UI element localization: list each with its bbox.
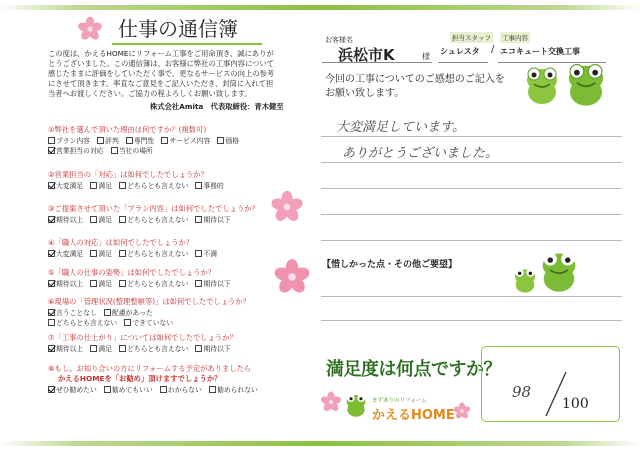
score-value: 98 — [512, 383, 532, 401]
option-label: 期待以下 — [203, 345, 231, 353]
checkbox-checked[interactable] — [48, 345, 55, 352]
divider-slash: / — [491, 44, 495, 55]
option-label: どちらとも言えない — [127, 345, 189, 353]
question-7: ⑦「工事の仕上がり」については如何でしたでしょうか？ — [48, 333, 237, 342]
frog-logo-icon — [342, 392, 370, 418]
checkbox[interactable] — [48, 319, 55, 326]
option-label: 評判 — [105, 137, 119, 145]
sakura-flower-icon — [320, 391, 342, 413]
option-label: 営業担当の対応 — [56, 147, 104, 155]
intro-line: 当者へお渡しください。ご協力の程よろしくお願い致します。 — [48, 89, 252, 98]
checkbox[interactable] — [111, 147, 118, 154]
question-4: ④「職人の対応」は如何でしたでしょうか？ — [48, 238, 194, 247]
question-1: ①弊社を選んで頂いた理由は何ですか？(複数可) — [48, 125, 207, 134]
option-label: 満足 — [98, 216, 112, 224]
checkbox[interactable] — [160, 386, 167, 393]
option-label: ぜひ勧めたい — [56, 386, 97, 394]
staff-name: シュレスタ — [440, 47, 480, 56]
option-label: 期待以上 — [56, 345, 84, 353]
option-label: 当社の場所 — [118, 147, 153, 155]
checkbox[interactable] — [195, 216, 202, 223]
checkbox[interactable] — [90, 182, 97, 189]
question-8-line2: かえるHOMEを「お勧め」頂けますでしょうか？ — [58, 374, 222, 383]
comment-prompt: 今回の工事についてのご感想のご記入を — [325, 74, 505, 85]
checkbox[interactable] — [126, 137, 133, 144]
option-label: できていない — [132, 319, 174, 327]
work-label: 工事内容 — [502, 34, 528, 42]
answer-row — [48, 345, 236, 354]
option-label: わからない — [167, 386, 202, 394]
score-max: 100 — [562, 396, 589, 412]
checkbox-checked[interactable] — [48, 216, 55, 223]
checkbox[interactable] — [104, 309, 111, 316]
customer-underline — [322, 62, 432, 63]
question-6: ⑥現場の「管理状況(整理整頓等)」は如何でしたでしょうか？ — [48, 297, 250, 306]
option-label: 言うことなし — [56, 309, 97, 317]
option-label: 満足 — [98, 280, 112, 288]
answer-row — [48, 216, 236, 225]
checkbox[interactable] — [209, 386, 216, 393]
option-label: 不満 — [203, 250, 218, 258]
option-label: どちらとも言えない — [127, 250, 189, 258]
option-label: 勧めてもいい — [111, 386, 153, 394]
question-3: ③ご提案させて頂いた「プラン内容」は如何でしたでしょうか？ — [48, 204, 259, 213]
ruled-line — [321, 162, 622, 163]
checkbox[interactable] — [90, 216, 97, 223]
satisfaction-label: 満足度は何点ですか？ — [326, 359, 501, 380]
checkbox-checked[interactable] — [48, 280, 55, 287]
option-label: 専門性 — [133, 137, 155, 145]
answer-row — [48, 182, 229, 191]
ruled-line — [321, 188, 622, 189]
handwritten-comment: ありがとうございました。 — [342, 146, 499, 161]
logo-tagline: まずありのリフォーム — [372, 398, 427, 404]
checkbox[interactable] — [119, 182, 126, 189]
intro-line: この度は、かえるHOMEにリフォーム工事をご用命頂き、誠にありが — [48, 49, 274, 58]
top-green-bar — [0, 5, 640, 10]
checkbox[interactable] — [119, 250, 126, 257]
checkbox-checked[interactable] — [48, 182, 55, 189]
customer-name: 浜松市K — [338, 46, 395, 64]
answer-row — [48, 147, 158, 156]
option-label: どちらとも言えない — [56, 319, 118, 327]
option-label: プラン内容 — [56, 137, 90, 145]
sakura-flower-icon — [273, 258, 311, 296]
intro-line: とうございました。この通信簿は、お客様に弊社の工事内容について — [48, 59, 275, 68]
intro-line: にさせて頂きます。率直なご意見をご記入いただき、封筒に入れて担 — [48, 79, 274, 88]
customer-label: お客様名 — [325, 36, 353, 44]
section-title: 【惜しかった点・その他ご要望】 — [322, 260, 458, 270]
option-label: 大変満足 — [56, 250, 84, 258]
frog-mascot-icon — [560, 60, 612, 108]
checkbox[interactable] — [97, 137, 104, 144]
option-label: 配慮があった — [111, 309, 153, 317]
option-label: 満足 — [98, 182, 112, 190]
checkbox[interactable] — [90, 250, 97, 257]
staff-underline — [438, 62, 488, 63]
answer-row — [48, 386, 263, 395]
answer-row — [48, 137, 244, 146]
option-label: 価格 — [225, 137, 240, 145]
handwritten-comment: 大変満足しています。 — [336, 120, 465, 135]
bottom-green-bar — [0, 441, 640, 446]
option-label: 事務的 — [203, 182, 224, 190]
checkbox-checked[interactable] — [48, 309, 55, 316]
option-label: 大変満足 — [56, 182, 84, 190]
sakura-flower-icon — [270, 190, 304, 224]
brand-logo: かえるHOME — [372, 408, 455, 423]
ruled-line — [321, 136, 622, 137]
ruled-line — [321, 320, 622, 321]
option-label: どちらとも言えない — [127, 182, 189, 190]
option-label: どちらとも言えない — [127, 216, 189, 224]
checkbox[interactable] — [90, 345, 97, 352]
frog-mascot-icon — [535, 248, 583, 294]
checkbox[interactable] — [119, 216, 126, 223]
checkbox-checked[interactable] — [48, 250, 55, 257]
checkbox-checked[interactable] — [48, 386, 55, 393]
page-title: 仕事の通信簿 — [118, 17, 238, 41]
comment-prompt: お願い致します。 — [325, 88, 405, 99]
ruled-line — [321, 214, 622, 215]
sakura-flower-icon — [77, 16, 103, 42]
sakura-flower-icon — [453, 402, 471, 420]
ruled-line — [321, 296, 622, 297]
question-8: ⑧もし、お知り合いの方にリフォームする予定がありましたら — [48, 364, 252, 373]
option-label: 期待以上 — [56, 280, 84, 288]
checkbox[interactable] — [119, 280, 126, 287]
option-label: 勧められない — [217, 386, 258, 394]
option-label: 期待以下 — [203, 216, 231, 224]
work-name: エコキュート交換工事 — [500, 47, 580, 56]
checkbox[interactable] — [104, 386, 111, 393]
checkbox[interactable] — [119, 345, 126, 352]
answer-row — [48, 309, 158, 318]
option-label: サービス内容 — [169, 137, 211, 145]
staff-label: 担当スタッフ — [452, 34, 491, 42]
checkbox[interactable] — [161, 137, 168, 144]
answer-row — [48, 250, 222, 259]
checkbox[interactable] — [48, 137, 55, 144]
checkbox[interactable] — [195, 345, 202, 352]
option-label: どちらとも言えない — [127, 280, 189, 288]
option-label: 期待以上 — [56, 216, 84, 224]
intro-line: 感じたままに評価をしていただく事で、更なるサービスの向上の参考 — [48, 69, 275, 78]
answer-row — [48, 319, 178, 328]
question-2: ②営業担当の「対応」は如何でしたでしょうか？ — [48, 170, 208, 179]
ruled-line — [321, 240, 622, 241]
title-underline — [112, 43, 262, 45]
option-label: 満足 — [98, 250, 112, 258]
checkbox[interactable] — [90, 280, 97, 287]
company-signature: 株式会社Amita 代表取締役：青木健至 — [150, 102, 284, 111]
frog-mascot-icon — [520, 64, 564, 106]
option-label: 期待以下 — [203, 280, 231, 288]
checkbox-checked[interactable] — [48, 147, 55, 154]
checkbox[interactable] — [195, 280, 202, 287]
option-label: 満足 — [98, 345, 112, 353]
checkbox[interactable] — [195, 250, 202, 257]
checkbox[interactable] — [217, 137, 224, 144]
answer-row — [48, 280, 236, 289]
checkbox[interactable] — [124, 319, 131, 326]
question-5: ⑤「職人の仕事の姿勢」は如何でしたでしょうか？ — [48, 268, 216, 277]
customer-honorific: 様 — [422, 52, 430, 61]
checkbox[interactable] — [195, 182, 202, 189]
